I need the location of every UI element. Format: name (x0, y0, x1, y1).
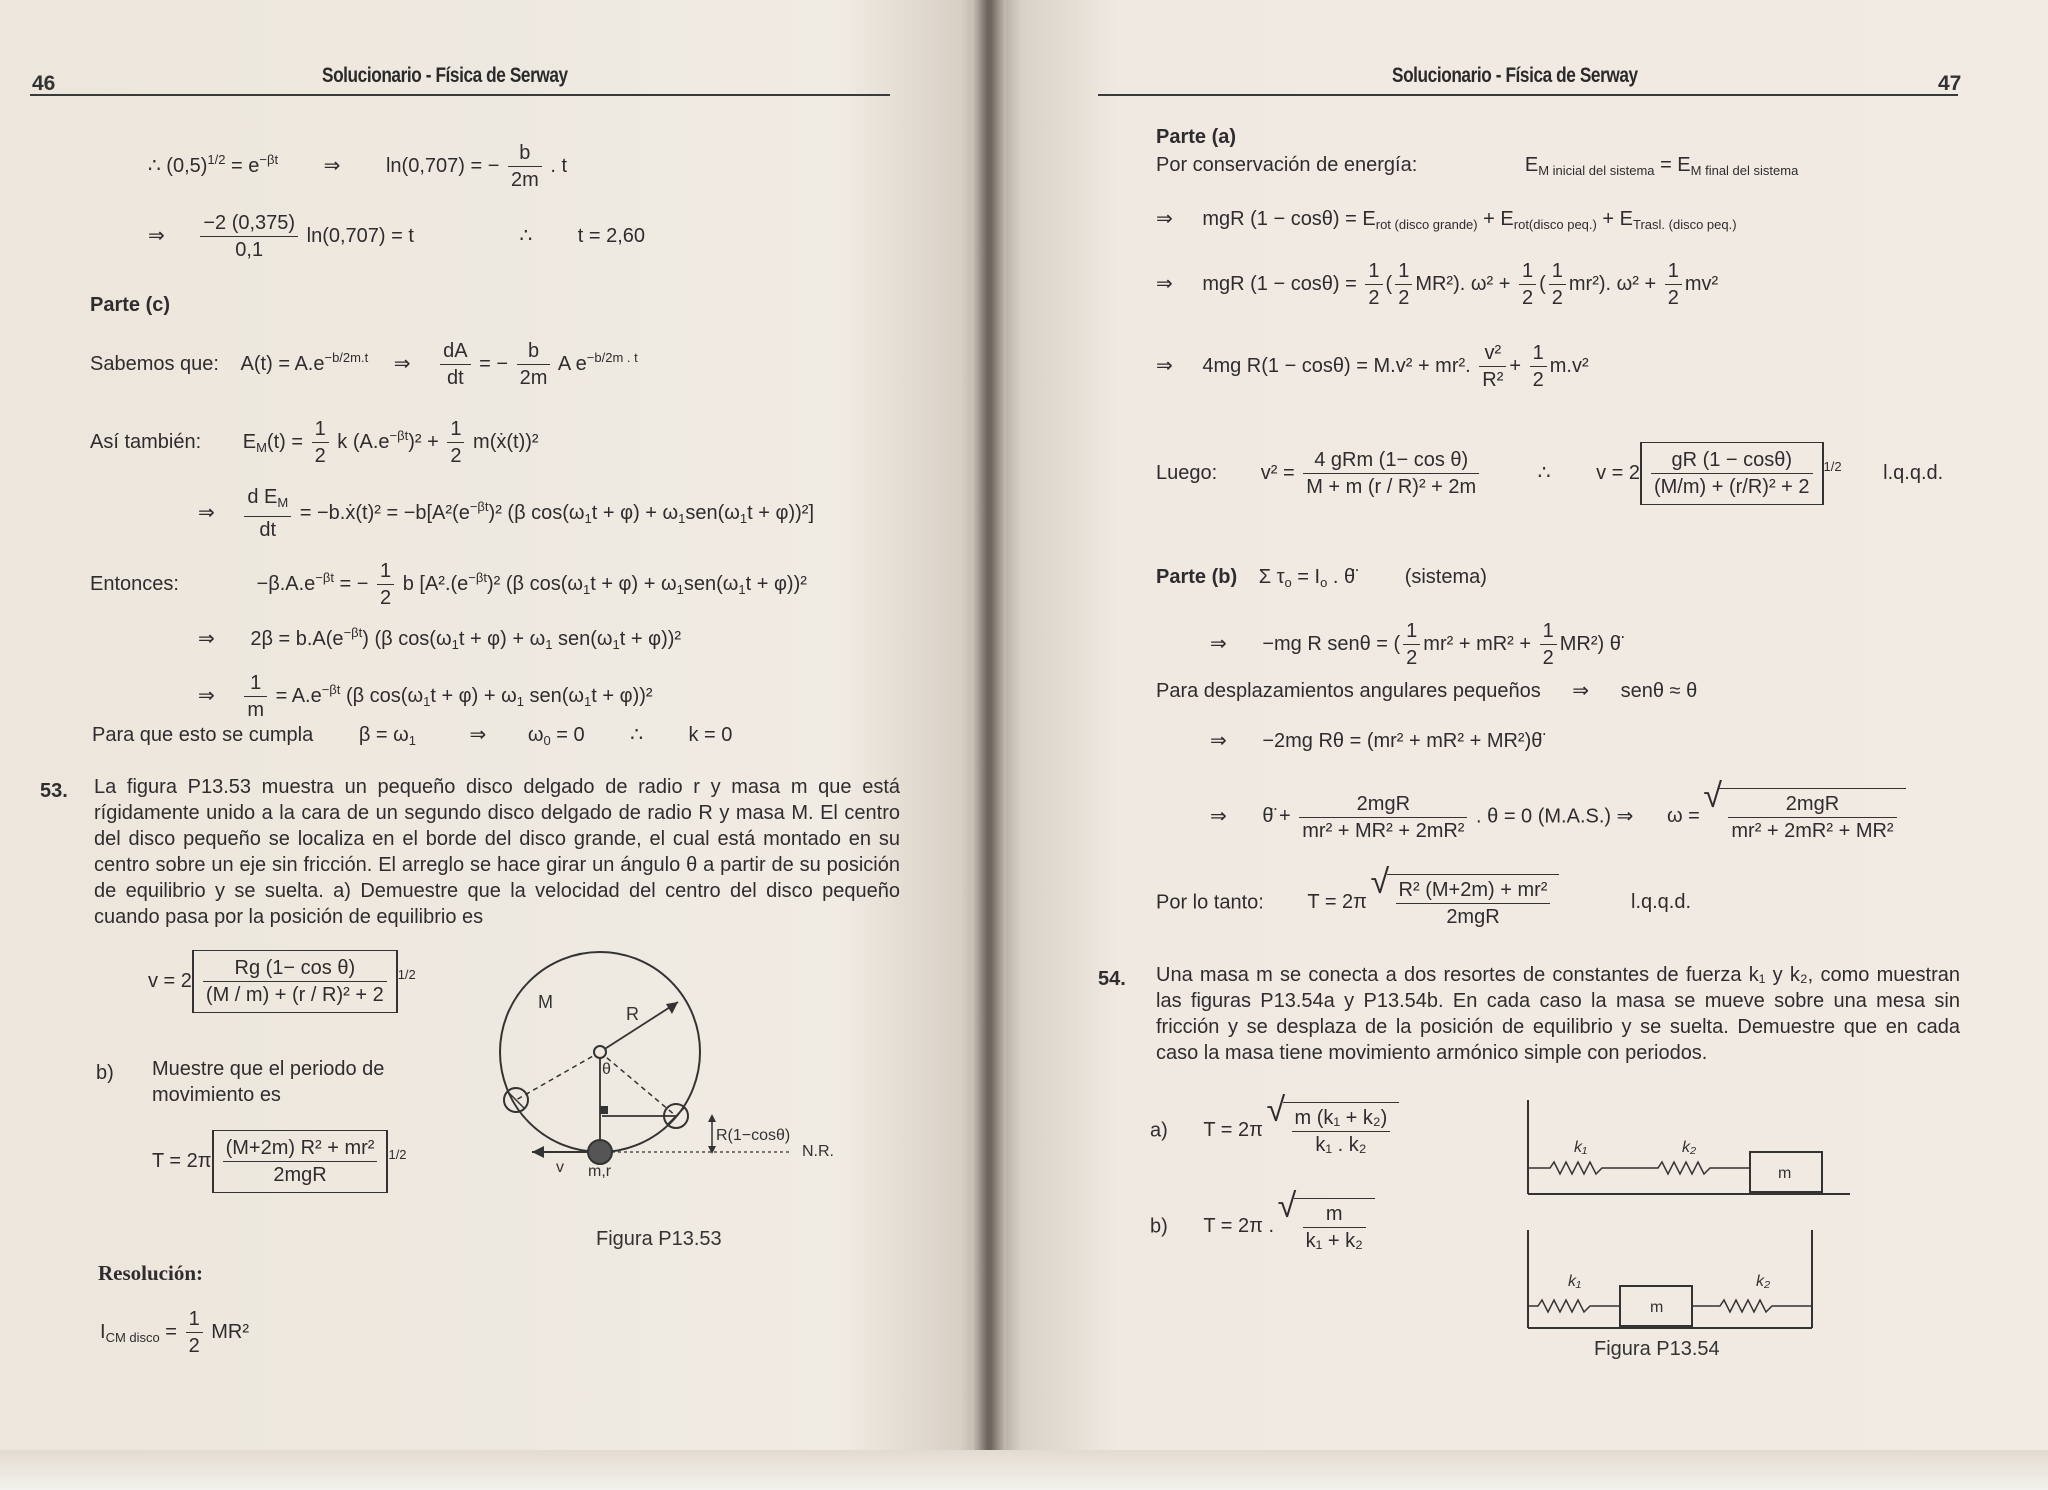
eq-line-1 (148, 140, 567, 193)
energy-eq-part: m.v² (1549, 354, 1589, 377)
portanto-label: Por lo tanto: (1156, 891, 1264, 914)
right-header (1098, 62, 1962, 96)
fraction: √ $\frac{\text{m (k₁ + k₂)}}{\text{k₁ . k₂}}$ (1292, 1105, 1391, 1158)
fraction: $\frac{\text{4 gRm (1− cos θ)}}{\text{M + m (r / R)² + 2m}}$ (1303, 447, 1479, 500)
line2-part: sen(ω (552, 628, 613, 650)
luego-eq: v² = (1260, 461, 1295, 484)
velocity-arrowhead (532, 1146, 544, 1158)
luego-eq: v = 2 (1596, 461, 1640, 484)
conservation-line (1156, 152, 1798, 184)
energy-eq-2: ⇒ mgR (1 − cosθ) = $\frac{1}{2}$ ( $\frac{1}{2}$ MR²). ω² + $\frac{1}{2}$ ( $\frac{1}{2}$ mr²). ω² + $\frac{1}{2}$ mv² (1156, 260, 1719, 309)
deriv-sup: −βt (469, 498, 489, 514)
eq1-part: ln(0,707) = − (385, 154, 500, 177)
small-angle-label: Para desplazamientos angulares pequeños (1156, 680, 1541, 702)
energy-eq-part: . ω² + (1459, 272, 1511, 295)
figure-p13-53 (490, 940, 860, 1180)
line3-sup: −βt (321, 681, 341, 697)
implies-arrow: ⇒ (1572, 680, 1590, 702)
center-pivot (594, 1046, 606, 1058)
bracket (1640, 442, 1824, 505)
entonces-eq: −β.A.e (256, 572, 316, 595)
fraction: $\frac{1}{2}$ (1365, 258, 1382, 311)
sabemos-label: Sabemos que: (90, 352, 219, 375)
asi-sub: M (256, 439, 267, 455)
shm-eq-part: . θ = 0 (M.A.S.) ⇒ (1476, 805, 1634, 828)
entonces-eq: = − (333, 572, 369, 595)
label-theta: θ (602, 1061, 611, 1078)
linearized-eq (1210, 728, 1542, 754)
torque-eq-part: mr² + mR² + (1423, 632, 1532, 655)
energy-eq-1 (1156, 206, 1737, 238)
fraction: $\frac{d E_M}{dt}$ (244, 484, 291, 543)
dashed-line-left (516, 1052, 600, 1100)
condition-eq: ω (527, 724, 544, 746)
fraction: $\frac{b}{2m}$ (517, 338, 551, 391)
condition-eq: k = 0 (688, 724, 733, 746)
small-angle-line (1156, 678, 1697, 704)
fraction: $\frac{\text{Rg (1− cos θ)}}{\text{(M / m) + (r / R)² + 2}}$ (203, 955, 387, 1008)
luego-line (1156, 442, 1943, 505)
fraction: $\frac{1}{2}$ (1519, 258, 1536, 311)
fraction: $\frac{1}{m}$ (244, 670, 267, 723)
asi-label: Así también: (90, 430, 202, 453)
inertia-formula (100, 1306, 249, 1359)
deriv-sub: 1 (584, 510, 592, 526)
deriv-line (198, 484, 814, 543)
parte-b-eq: . θ̈ (1327, 566, 1356, 588)
inertia-lhs: I (100, 1320, 106, 1343)
conservation-label: Por conservación de energía: (1156, 154, 1418, 176)
energy-eq-part: + E (1477, 208, 1514, 230)
eq1-sup: 1/2 (207, 151, 226, 167)
height-arrowhead-bottom (708, 1146, 716, 1154)
line3-part: t + φ))² (591, 684, 653, 707)
figure-p13-54 (1510, 1096, 1860, 1344)
implies-arrow: ⇒ (198, 501, 215, 524)
implies-arrow: ⇒ (1210, 730, 1227, 752)
square-root (1283, 1102, 1400, 1160)
label-k1-b: k₁ (1568, 1273, 1582, 1290)
entonces-sub: 1 (738, 581, 746, 597)
sabemos-eq: = − (479, 352, 509, 375)
fraction: $\frac{gR (1 - \cos\theta)}{\text{(M/m) + (r/R)² + 2}}$ (1651, 447, 1813, 500)
asi-eq: E (242, 430, 257, 453)
line2 (198, 620, 681, 658)
sabemos-sup: −b/2m.t (324, 349, 369, 365)
entonces-label: Entonces: (90, 572, 179, 595)
square-root (1387, 874, 1560, 932)
implies-arrow: ⇒ (1210, 805, 1227, 828)
asi-line (90, 416, 539, 469)
eq-line-2 (148, 210, 645, 263)
label-NR: N.R. (802, 1143, 834, 1160)
deriv-sub: 1 (739, 510, 748, 526)
asi-eq: k (A.e (337, 430, 390, 453)
asi-eq: m(ẋ(t))² (473, 430, 539, 453)
parte-b-eq: = I (1291, 566, 1321, 588)
period-formula (152, 1130, 407, 1193)
parte-b-eq: Σ τ (1258, 566, 1285, 588)
parte-b-sub: o (1320, 575, 1328, 590)
left-header-title: Solucionario - Física de Serway (322, 64, 568, 87)
line2-sub: 1 (545, 637, 553, 652)
fraction: $\frac{1}{2}$ (312, 416, 329, 469)
condition-sub: 0 (543, 733, 551, 748)
deriv-part: sen(ω (685, 501, 740, 524)
eq1-part: = e (225, 154, 260, 177)
entonces-eq: sen(ω (683, 572, 739, 595)
fraction: $\frac{1}{2}$ (1530, 340, 1547, 393)
entonces-sub: 1 (582, 581, 591, 597)
implies-arrow: ⇒ (469, 724, 487, 746)
formula-b (1150, 1198, 1375, 1256)
fraction: $\frac{\text{v²}}{\text{R²}}$ (1479, 340, 1506, 393)
fraction: $\frac{1}{2}$ (1403, 618, 1420, 671)
label-v: v (556, 1159, 564, 1176)
spring-k1-a (1528, 1162, 1640, 1174)
left-header (30, 62, 890, 96)
inertia-sub: CM disco (105, 1329, 160, 1345)
formula-a (1150, 1102, 1399, 1160)
fraction: $\frac{\text{2mgR}}{\text{mr² + MR² + 2mR²}}$ (1299, 791, 1467, 844)
period-lhs: T = 2π (152, 1149, 212, 1172)
energy-eq-part: mgR (1 − cosθ) = E (1202, 208, 1376, 230)
eq2-result: t = 2,60 (577, 224, 646, 247)
line3-part: = A.e (275, 684, 322, 707)
linearized-eq-part: −2mg Rθ = (mr² + mR² + MR²)θ̈ (1262, 730, 1543, 752)
sabemos-eq: A e (557, 352, 587, 375)
figure-p13-53-caption: Figura P13.53 (596, 1228, 722, 1250)
bracket (212, 1130, 389, 1193)
line2-part: 2β = b.A(e (250, 628, 344, 650)
fraction: √ $\frac{\text{R² (M+2m) + mr²}}{\text{2mgR}}$ (1396, 877, 1551, 930)
entonces-eq: t + φ))² (745, 572, 807, 595)
asi-sup: −βt (389, 427, 409, 443)
torque-eq-part: −mg R senθ = ( (1262, 632, 1401, 655)
period-result (1156, 874, 1691, 932)
label-R: R (626, 1004, 639, 1024)
entonces-eq: b [A².(e (402, 572, 469, 595)
energy-sub: rot(disco peq.) (1513, 217, 1597, 232)
exponent: 1/2 (397, 966, 416, 982)
small-angle-eq: senθ ≈ θ (1620, 680, 1698, 702)
sabemos-line (90, 338, 638, 391)
exponent: 1/2 (1823, 458, 1842, 474)
problem-53-text: La figura P13.53 muestra un pequeño disco delgado de radio r y masa m que está rígidamente unido a la cara de un segundo disco delgado de radio R y masa M. El centro del disco pequeño se localiza en el borde del disco grande, el cual está montado en su centro sobre un eje sin fricción. El arreglo se hace girar un ángulo θ a partir de su posición de equilibrio y se suelta. a) Demuestre que la velocidad del centro del disco pequeño cuando pasa por la posición de equilibrio es (94, 776, 900, 928)
square-root (1719, 788, 1905, 846)
implies-arrow: ⇒ (1156, 354, 1173, 377)
formula-a-label: a) (1150, 1119, 1168, 1142)
inertia-rhs: MR² (211, 1320, 250, 1343)
parte-b-line (1156, 564, 1487, 596)
condition-eq: = 0 (550, 724, 585, 746)
energy-eq-part: mgR (1 − cosθ) = (1202, 272, 1357, 295)
label-m-b: m (1650, 1299, 1664, 1316)
line3-sub: 1 (584, 693, 592, 709)
problem-53-number: 53. (40, 780, 68, 802)
line2-part: t + φ))² (619, 628, 682, 650)
line3-part: sen(ω (523, 684, 585, 707)
label-mr: m,r (588, 1163, 612, 1180)
torque-eq (1210, 618, 1621, 671)
label-M: M (538, 992, 553, 1012)
energy-sub: rot (disco grande) (1375, 217, 1478, 232)
fraction: √ $\frac{\text{2mgR}}{\text{mr² + 2mR² + MR²}}$ (1728, 791, 1896, 844)
therefore-symbol: ∴ (1537, 461, 1551, 484)
energy-eq-part: 4mg R(1 − cosθ) = M.v² + mr². (1202, 354, 1471, 377)
implies-arrow: ⇒ (393, 352, 411, 375)
lqqd-label: l.q.q.d. (1883, 461, 1944, 484)
exponent: 1/2 (388, 1146, 407, 1162)
line2-sup: −βt (343, 625, 363, 640)
eq1-part: ∴ (0,5) (148, 154, 208, 177)
conservation-sub: M final del sistema (1690, 163, 1799, 178)
problem-54-text: Una masa m se conecta a dos resortes de constantes de fuerza k₁ y k₂, como muestran las figuras P13.54a y P13.54b. En cada caso la masa se mueve sobre una mesa sin fricción y se desplaza de la posición de equilibrio y se suelta. Demuestre que en cada caso la masa tiene movimiento armónico simple con periodos. (1156, 964, 1960, 1064)
radius-arrow (600, 1002, 678, 1052)
fraction: $\frac{1}{2}$ (1540, 618, 1557, 671)
fraction: $\frac{1}{2}$ (1549, 258, 1566, 311)
entonces-sup: −βt (468, 569, 487, 585)
fraction: $\frac{1}{2}$ (186, 1306, 203, 1359)
eq1-part: . t (550, 154, 567, 177)
right-header-title: Solucionario - Física de Serway (1392, 64, 1638, 87)
shm-eq-part: θ̈ + (1262, 805, 1291, 828)
small-disk-bottom (588, 1140, 612, 1164)
parte-b-sub: o (1284, 575, 1292, 590)
eq1-sup: −βt (259, 151, 279, 167)
entonces-eq: )² (β cos(ω (486, 572, 583, 595)
energy-eq-part: mv² (1684, 272, 1719, 295)
implies-arrow: ⇒ (198, 628, 215, 650)
implies-arrow: ⇒ (1156, 208, 1173, 230)
right-angle-mark (600, 1106, 608, 1114)
condition-eq: β = ω (358, 724, 409, 746)
sabemos-sup: −b/2m . t (586, 349, 638, 365)
conservation-sub: M inicial del sistema (1538, 163, 1655, 178)
line2-part: ) (β cos(ω (362, 628, 452, 650)
therefore-symbol: ∴ (630, 724, 643, 746)
resolucion-heading: Resolución: (98, 1261, 203, 1285)
condition-label: Para que esto se cumpla (92, 724, 314, 746)
condition-line (92, 722, 732, 754)
left-page-number: 46 (32, 72, 56, 95)
fraction: $\frac{b}{2m}$ (508, 140, 542, 193)
period-eq: T = 2π (1307, 891, 1367, 914)
label-m-a: m (1778, 1165, 1792, 1182)
line3-sub: 1 (423, 693, 431, 709)
deriv-part: t + φ) + ω (591, 501, 679, 524)
implies-arrow: ⇒ (1210, 632, 1227, 655)
figure-p13-54-caption: Figura P13.54 (1594, 1338, 1720, 1360)
asi-eq: )² + (408, 430, 439, 453)
energy-sub: Trasl. (disco peq.) (1633, 217, 1737, 232)
fraction: $\frac{\text{(M+2m) R² + mr²}}{\text{2mgR}}$ (223, 1135, 378, 1188)
parte-c-heading: Parte (c) (90, 294, 171, 316)
deriv-part: = −b.ẋ(t)² = −b[A²(e (299, 501, 470, 524)
parte-b-heading: Parte (b) (1156, 566, 1238, 588)
shm-eq (1210, 788, 1906, 846)
condition-sub: 1 (408, 733, 416, 748)
energy-eq-part: mr² (1568, 272, 1599, 295)
page-bottom-shade (0, 1450, 2048, 1490)
line2-part: t + φ) + ω (458, 628, 546, 650)
label-height: R(1−cosθ) (716, 1127, 791, 1144)
fraction: $\frac{1}{2}$ (1395, 258, 1412, 311)
deriv-part: t + φ))²] (747, 501, 815, 524)
fraction: $\frac{1}{2}$ (377, 558, 394, 611)
implies-arrow: ⇒ (198, 684, 215, 707)
lqqd-label: l.q.q.d. (1631, 891, 1692, 914)
line3-part: (β cos(ω (340, 684, 424, 707)
energy-eq-3 (1156, 340, 1589, 393)
spring-k1-b (1528, 1300, 1620, 1312)
entonces-line (90, 558, 807, 611)
square-root (1294, 1198, 1375, 1256)
entonces-sub: 1 (676, 581, 684, 597)
label-k2-a: k₂ (1682, 1139, 1697, 1156)
formula-a-eq: T = 2π (1203, 1119, 1263, 1142)
part-b-label: b) (96, 1062, 114, 1084)
entonces-eq: t + φ) + ω (590, 572, 677, 595)
label-k1-a: k₁ (1574, 1139, 1588, 1156)
label-k2-b: k₂ (1756, 1273, 1771, 1290)
line3-part: t + φ) + ω (430, 684, 517, 707)
entonces-sup: −βt (315, 569, 334, 585)
implies-arrow: ⇒ (323, 154, 341, 177)
part-b-text: Muestre que el periodo de movimiento es (152, 1058, 385, 1106)
deriv-sub: 1 (678, 510, 686, 526)
line3-sub: 1 (516, 693, 524, 709)
inertia-eq: = (159, 1320, 177, 1343)
bracket (192, 950, 398, 1013)
fraction: $\frac{-2 (0,375)}{0,1}$ (200, 210, 298, 263)
energy-eq-part: MR² (1415, 272, 1454, 295)
spring-k2-b (1692, 1300, 1812, 1312)
velocity-lhs: v = 2 (148, 969, 192, 992)
parte-a-heading: Parte (a) (1156, 126, 1237, 148)
fraction: $\frac{dA}{dt}$ (440, 338, 470, 391)
implies-arrow: ⇒ (148, 224, 165, 247)
fraction: $\frac{1}{2}$ (1665, 258, 1682, 311)
line2-sub: 1 (451, 637, 459, 652)
formula-b-eq: T = 2π . (1203, 1215, 1275, 1238)
fraction: $\frac{1}{2}$ (447, 416, 464, 469)
line2-sub: 1 (612, 637, 620, 652)
asi-eq: (t) = (266, 430, 304, 453)
dashed-line-right (600, 1052, 676, 1116)
energy-eq-part: . ω² + (1605, 272, 1657, 295)
velocity-formula (148, 950, 416, 1013)
right-page-number: 47 (1938, 72, 1962, 95)
deriv-part: )² (β cos(ω (488, 501, 585, 524)
conservation-eq: = E (1654, 154, 1691, 176)
book-gutter (972, 0, 1006, 1490)
line3 (198, 670, 653, 723)
therefore-symbol: ∴ (519, 224, 533, 247)
height-arrowhead-top (708, 1114, 716, 1122)
eq2-part: ln(0,707) = t (306, 224, 414, 247)
energy-eq-part: + (1509, 354, 1522, 377)
energy-eq-part: + E (1596, 208, 1633, 230)
fraction: √ $\frac{m}{\text{k₁ + k₂}}$ (1303, 1201, 1366, 1254)
luego-label: Luego: (1156, 461, 1218, 484)
sabemos-eq: A(t) = A.e (240, 352, 325, 375)
problem-54-number: 54. (1098, 968, 1126, 990)
spring-k2-a (1640, 1162, 1750, 1174)
sistema-label: (sistema) (1404, 566, 1487, 588)
formula-b-label: b) (1150, 1215, 1168, 1238)
torque-eq-part: MR²) θ̈ (1559, 632, 1621, 655)
implies-arrow: ⇒ (1156, 272, 1173, 295)
conservation-eq: E (1524, 154, 1539, 176)
shm-eq-part: ω = (1666, 805, 1700, 828)
